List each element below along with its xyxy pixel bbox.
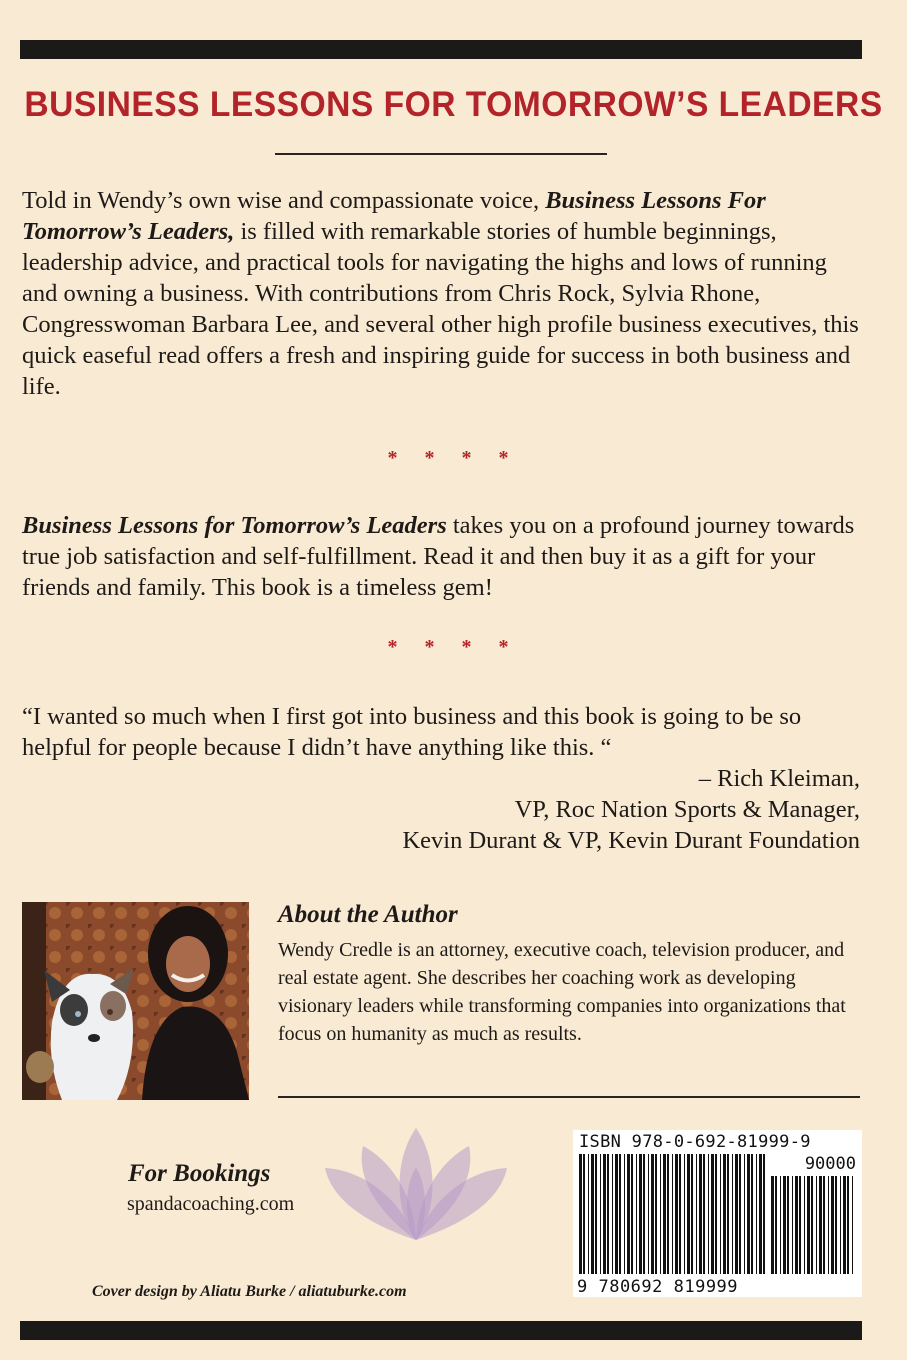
barcode-stripe — [828, 1176, 829, 1274]
barcode-stripe — [804, 1176, 805, 1274]
barcode-stripe — [579, 1154, 582, 1274]
title-divider — [275, 153, 607, 155]
barcode-stripe — [711, 1154, 714, 1274]
isbn-barcode — [573, 1130, 862, 1297]
barcode-stripe — [607, 1154, 609, 1274]
barcode-stripe — [687, 1154, 690, 1274]
barcode-stripe — [744, 1154, 745, 1274]
top-bar — [20, 40, 862, 59]
barcode-bars — [579, 1154, 765, 1274]
barcode-stripe — [792, 1176, 793, 1274]
about-author-text: Wendy Credle is an attorney, executive coach, television producer, and real estate agent. She describes her coaching work as developing visionary leaders while transforming companies into organizations that focus on humanity as much as results. — [278, 939, 846, 1045]
barcode-stripe — [756, 1154, 757, 1274]
barcode-stripe — [679, 1154, 681, 1274]
barcode-stripe — [759, 1154, 762, 1274]
addon-barcode-bars — [771, 1176, 857, 1274]
barcode-stripe — [591, 1154, 594, 1274]
barcode-stripe — [799, 1176, 801, 1274]
barcode-stripe — [655, 1154, 657, 1274]
second-paragraph — [22, 510, 862, 603]
barcode-stripe — [816, 1176, 817, 1274]
quote-attribution — [240, 763, 860, 856]
bookings-website: spandacoaching.com — [127, 1193, 295, 1215]
barcode-stripe — [763, 1154, 765, 1274]
second-book-title: Business Lessons for Tomorrow’s Leaders — [22, 512, 447, 539]
barcode-stripe — [831, 1176, 834, 1274]
barcode-stripe — [720, 1154, 721, 1274]
attribution-line: Kevin Durant & VP, Kevin Durant Foundation — [402, 827, 860, 854]
barcode-stripe — [787, 1176, 789, 1274]
barcode-stripe — [783, 1176, 786, 1274]
barcode-stripe — [795, 1176, 798, 1274]
about-divider — [278, 1096, 860, 1098]
isbn-label: ISBN 978-0-692-81999-9 — [579, 1132, 811, 1152]
bookings-heading: For Bookings — [128, 1160, 271, 1187]
barcode-stripe — [735, 1154, 738, 1274]
barcode-stripe — [747, 1154, 750, 1274]
barcode-stripe — [840, 1176, 841, 1274]
barcode-stripe — [651, 1154, 654, 1274]
barcode-stripe — [636, 1154, 637, 1274]
barcode-stripe — [771, 1176, 774, 1274]
author-photo — [22, 902, 249, 1100]
barcode-stripe — [847, 1176, 849, 1274]
barcode-stripe — [667, 1154, 669, 1274]
barcode-stripe — [819, 1176, 822, 1274]
barcode-stripe — [691, 1154, 693, 1274]
barcode-stripe — [627, 1154, 630, 1274]
price-code: 90000 — [804, 1154, 856, 1174]
barcode-stripe — [715, 1154, 717, 1274]
intro-lead: Told in Wendy’s own wise and compassionate voice, — [22, 187, 546, 214]
star-separator: * * * * — [387, 636, 520, 658]
barcode-stripe — [807, 1176, 810, 1274]
barcode-stripe — [739, 1154, 741, 1274]
barcode-stripe — [672, 1154, 673, 1274]
intro-paragraph — [22, 185, 862, 402]
attribution-line: VP, Roc Nation Sports & Manager, — [514, 796, 860, 823]
bottom-bar — [20, 1321, 862, 1340]
barcode-stripe — [631, 1154, 633, 1274]
barcode-stripe — [727, 1154, 729, 1274]
barcode-stripe — [624, 1154, 625, 1274]
barcode-stripe — [684, 1154, 685, 1274]
barcode-stripe — [643, 1154, 645, 1274]
star-separator: * * * * — [387, 447, 520, 469]
barcode-stripe — [583, 1154, 585, 1274]
barcode-stripe — [852, 1176, 853, 1274]
barcode-number: 9 780692 819999 — [577, 1277, 739, 1297]
book-title-heading: BUSINESS LESSONS FOR TOMORROW’S LEADERS — [24, 85, 883, 124]
barcode-stripe — [660, 1154, 661, 1274]
barcode-stripe — [612, 1154, 613, 1274]
barcode-stripe — [648, 1154, 649, 1274]
intro-book-title: Business Lessons For Tomorrow’s Leaders, — [22, 187, 766, 245]
barcode-stripe — [823, 1176, 825, 1274]
barcode-stripe — [639, 1154, 642, 1274]
barcode-stripe — [703, 1154, 705, 1274]
barcode-stripe — [780, 1176, 781, 1274]
intro-body: is filled with remarkable stories of humble beginnings, leadership advice, and practical tools for navigating the highs and lows of running and owning a business. With contributions from Chris Rock, Sylvia Rhone, Congresswoman Barbara Lee, and several other high profile business executives, this quick easeful read offers a fresh and inspiring guide for success in both business and life. — [22, 218, 859, 400]
barcode-stripe — [699, 1154, 702, 1274]
barcode-stripe — [696, 1154, 697, 1274]
barcode-stripe — [588, 1154, 589, 1274]
cover-design-credit: Cover design by Aliatu Burke / aliatuburke.com — [92, 1283, 407, 1300]
barcode-stripe — [675, 1154, 678, 1274]
barcode-stripe — [615, 1154, 618, 1274]
barcode-stripe — [603, 1154, 606, 1274]
barcode-stripe — [843, 1176, 846, 1274]
barcode-stripe — [708, 1154, 709, 1274]
barcode-stripe — [723, 1154, 726, 1274]
barcode-stripe — [835, 1176, 837, 1274]
barcode-stripe — [600, 1154, 601, 1274]
barcode-stripe — [732, 1154, 733, 1274]
lotus-icon — [325, 1128, 507, 1246]
attribution-line: – Rich Kleiman, — [698, 765, 860, 792]
barcode-stripe — [811, 1176, 813, 1274]
barcode-stripe — [595, 1154, 597, 1274]
barcode-stripe — [775, 1176, 777, 1274]
barcode-stripe — [751, 1154, 753, 1274]
barcode-stripe — [619, 1154, 621, 1274]
endorsement-quote: “I wanted so much when I first got into business and this book is going to be so helpful for people because I didn’t have anything like this. “ — [22, 703, 802, 761]
barcode-stripe — [663, 1154, 666, 1274]
second-body: takes you on a profound journey towards true job satisfaction and self-fulfillment. Read it and then buy it as a gift for your friends and family. This book is a timeless gem! — [22, 512, 855, 601]
about-author-heading: About the Author — [278, 901, 458, 928]
